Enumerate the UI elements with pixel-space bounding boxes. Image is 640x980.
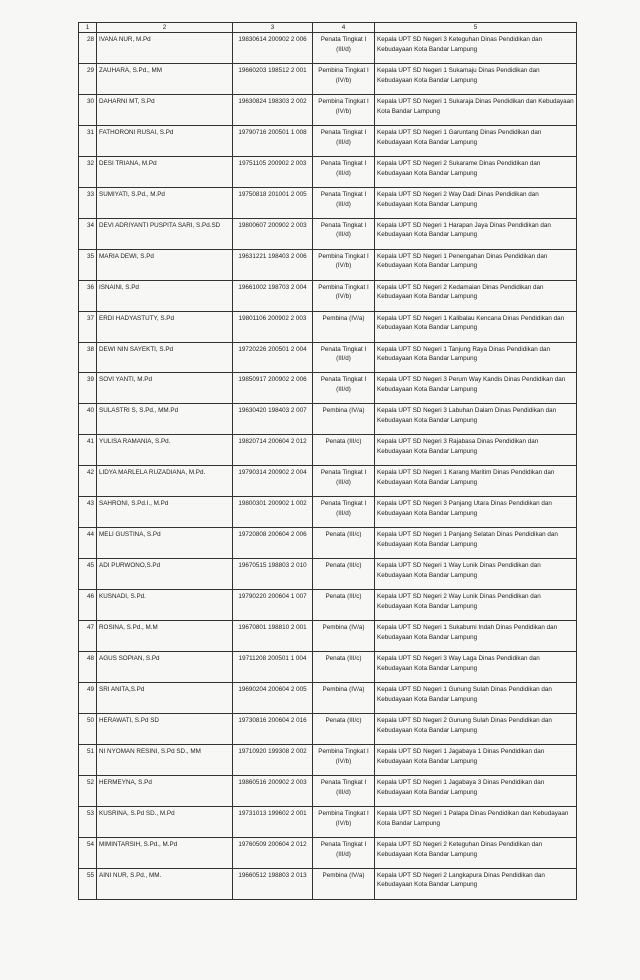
row-number: 40 [79, 404, 97, 435]
table-row [79, 559, 577, 590]
column-header: 2 [97, 23, 233, 33]
employee-name: DESI TRIANA, M.Pd [97, 156, 233, 187]
employee-position: Kepala UPT SD Negeri 2 Way Dadi Dinas Pendidikan dan Kebudayaan Kota Bandar Lampung [375, 187, 577, 218]
employee-rank: Penata Tingkat I (III/d) [313, 156, 375, 187]
row-number: 36 [79, 280, 97, 311]
table-row [79, 837, 577, 868]
employee-nip: 19800607 200902 2 003 [233, 218, 313, 249]
employee-name: FATHORONI RUSAI, S.Pd [97, 125, 233, 156]
table-row [79, 94, 577, 125]
employee-name: YULISA RAMANIA, S.Pd. [97, 435, 233, 466]
employee-position: Kepala UPT SD Negeri 1 Sukaraja Dinas Pendidikan dan Kebudayaan Kota Bandar Lampung [375, 94, 577, 125]
employee-rank: Penata (III/c) [313, 652, 375, 683]
employee-nip: 19660203 198512 2 001 [233, 63, 313, 94]
employee-name: NI NYOMAN RESINI, S.Pd SD., MM [97, 744, 233, 775]
table-row [79, 806, 577, 837]
employee-position: Kepala UPT SD Negeri 1 Gunung Sulah Dinas Pendidikan dan Kebudayaan Kota Bandar Lampung [375, 683, 577, 714]
table-row [79, 528, 577, 559]
column-header: 1 [79, 23, 97, 33]
table-row [79, 280, 577, 311]
employee-name: HERAWATI, S.Pd SD [97, 713, 233, 744]
employee-nip: 19690204 200604 2 005 [233, 683, 313, 714]
employee-rank: Penata (III/c) [313, 713, 375, 744]
table-row [79, 156, 577, 187]
table-row [79, 466, 577, 497]
employee-position: Kepala UPT SD Negeri 1 Jagabaya 3 Dinas Pendidikan dan Kebudayaan Kota Bandar Lampung [375, 775, 577, 806]
employee-nip: 19750818 201001 2 005 [233, 187, 313, 218]
employee-position: Kepala UPT SD Negeri 1 Penengahan Dinas Pendidikan dan Kebudayaan Kota Bandar Lampung [375, 249, 577, 280]
employee-nip: 19730816 200604 2 016 [233, 713, 313, 744]
employee-name: ADI PURWONO,S.Pd [97, 559, 233, 590]
employee-name: AGUS SOPIAN, S.Pd [97, 652, 233, 683]
employee-rank: Pembina Tingkat I (IV/b) [313, 249, 375, 280]
table-row [79, 775, 577, 806]
table-row [79, 249, 577, 280]
employee-position: Kepala UPT SD Negeri 2 Langkapura Dinas Pendidikan dan Kebudayaan Kota Bandar Lampung [375, 868, 577, 899]
table-row [79, 590, 577, 621]
employee-name: SUMIYATI, S.Pd., M.Pd [97, 187, 233, 218]
employee-nip: 19630824 198303 2 002 [233, 94, 313, 125]
row-number: 47 [79, 621, 97, 652]
column-header: 5 [375, 23, 577, 33]
employee-name: KUSNADI, S.Pd. [97, 590, 233, 621]
employee-position: Kepala UPT SD Negeri 1 Garuntang Dinas Pendidikan dan Kebudayaan Kota Bandar Lampung [375, 125, 577, 156]
table-row [79, 713, 577, 744]
row-number: 50 [79, 713, 97, 744]
employee-nip: 19631221 198403 2 006 [233, 249, 313, 280]
row-number: 49 [79, 683, 97, 714]
employee-position: Kepala UPT SD Negeri 3 Rajabasa Dinas Pendidikan dan Kebudayaan Kota Bandar Lampung [375, 435, 577, 466]
employee-name: MELI GUSTINA, S.Pd [97, 528, 233, 559]
employee-nip: 19630420 198403 2 007 [233, 404, 313, 435]
row-number: 37 [79, 311, 97, 342]
row-number: 34 [79, 218, 97, 249]
row-number: 43 [79, 497, 97, 528]
employee-position: Kepala UPT SD Negeri 1 Harapan Jaya Dinas Pendidikan dan Kebudayaan Kota Bandar Lampung [375, 218, 577, 249]
employee-position: Kepala UPT SD Negeri 2 Keteguhan Dinas Pendidikan dan Kebudayaan Kota Bandar Lampung [375, 837, 577, 868]
column-header: 3 [233, 23, 313, 33]
row-number: 38 [79, 342, 97, 373]
employee-rank: Penata Tingkat I (III/d) [313, 497, 375, 528]
employee-nip: 19820714 200604 2 012 [233, 435, 313, 466]
table-row [79, 342, 577, 373]
employee-rank: Penata Tingkat I (III/d) [313, 373, 375, 404]
employee-nip: 19731013 199602 2 001 [233, 806, 313, 837]
employee-position: Kepala UPT SD Negeri 2 Kedamaian Dinas Pendidikan dan Kebudayaan Kota Bandar Lampung [375, 280, 577, 311]
row-number: 32 [79, 156, 97, 187]
table-row [79, 63, 577, 94]
employee-nip: 19790220 200604 1 007 [233, 590, 313, 621]
table-row [79, 868, 577, 899]
row-number: 39 [79, 373, 97, 404]
row-number: 54 [79, 837, 97, 868]
employee-nip: 19660512 198803 2 013 [233, 868, 313, 899]
employee-nip: 19760509 200604 2 012 [233, 837, 313, 868]
employee-name: ISNAINI, S.Pd [97, 280, 233, 311]
employee-rank: Pembina Tingkat I (IV/b) [313, 806, 375, 837]
table-row [79, 435, 577, 466]
employee-position: Kepala UPT SD Negeri 2 Gunung Sulah Dinas Pendidikan dan Kebudayaan Kota Bandar Lampung [375, 713, 577, 744]
employee-position: Kepala UPT SD Negeri 2 Way Lunik Dinas Pendidikan dan Kebudayaan Kota Bandar Lampung [375, 590, 577, 621]
column-number-row [79, 23, 577, 33]
employee-rank: Penata Tingkat I (III/d) [313, 218, 375, 249]
row-number: 55 [79, 868, 97, 899]
employee-nip: 19830614 200902 2 006 [233, 33, 313, 64]
row-number: 44 [79, 528, 97, 559]
row-number: 42 [79, 466, 97, 497]
employee-position: Kepala UPT SD Negeri 3 Panjang Utara Dinas Pendidikan dan Kebudayaan Kota Bandar Lampung [375, 497, 577, 528]
employee-rank: Pembina (IV/a) [313, 404, 375, 435]
table-row [79, 683, 577, 714]
table-row [79, 621, 577, 652]
employee-name: SAHRONI, S.Pd.I., M.Pd [97, 497, 233, 528]
employee-nip: 19720226 200501 2 004 [233, 342, 313, 373]
row-number: 51 [79, 744, 97, 775]
employee-position: Kepala UPT SD Negeri 1 Way Lunik Dinas Pendidikan dan Kebudayaan Kota Bandar Lampung [375, 559, 577, 590]
employee-position: Kepala UPT SD Negeri 3 Labuhan Dalam Dinas Pendidikan dan Kebudayaan Kota Bandar Lampung [375, 404, 577, 435]
table-row [79, 125, 577, 156]
row-number: 41 [79, 435, 97, 466]
employee-rank: Pembina Tingkat I (IV/b) [313, 94, 375, 125]
employee-name: SULASTRI S, S.Pd., MM.Pd [97, 404, 233, 435]
row-number: 48 [79, 652, 97, 683]
table-row [79, 404, 577, 435]
employee-position: Kepala UPT SD Negeri 3 Way Laga Dinas Pendidikan dan Kebudayaan Kota Bandar Lampung [375, 652, 577, 683]
row-number: 33 [79, 187, 97, 218]
employee-nip: 19751105 200902 2 003 [233, 156, 313, 187]
employee-nip: 19661002 198703 2 004 [233, 280, 313, 311]
employee-nip: 19790314 200902 2 004 [233, 466, 313, 497]
employee-name: SRI ANITA,S.Pd [97, 683, 233, 714]
row-number: 52 [79, 775, 97, 806]
employee-name: HERMEYNA, S.Pd [97, 775, 233, 806]
employee-rank: Pembina Tingkat I (IV/b) [313, 744, 375, 775]
employee-position: Kepala UPT SD Negeri 1 Sukabumi Indah Dinas Pendidikan dan Kebudayaan Kota Bandar Lampung [375, 621, 577, 652]
employee-name: ROSINA, S.Pd., M.M [97, 621, 233, 652]
employee-rank: Penata Tingkat I (III/d) [313, 466, 375, 497]
employee-position: Kepala UPT SD Negeri 1 Panjang Selatan Dinas Pendidikan dan Kebudayaan Kota Bandar Lampung [375, 528, 577, 559]
employee-rank: Penata (III/c) [313, 590, 375, 621]
employee-name: ERDI HADYASTUTY, S.Pd [97, 311, 233, 342]
employee-position: Kepala UPT SD Negeri 3 Keteguhan Dinas Pendidikan dan Kebudayaan Kota Bandar Lampung [375, 33, 577, 64]
row-number: 53 [79, 806, 97, 837]
employee-rank: Pembina (IV/a) [313, 621, 375, 652]
employee-name: IVANA NUR, M.Pd [97, 33, 233, 64]
employee-rank: Penata (III/c) [313, 559, 375, 590]
table-row [79, 497, 577, 528]
employee-rank: Pembina Tingkat I (IV/b) [313, 63, 375, 94]
employee-nip: 19711208 200501 1 004 [233, 652, 313, 683]
employee-position: Kepala UPT SD Negeri 1 Palapa Dinas Pendidikan dan Kebudayaan Kota Bandar Lampung [375, 806, 577, 837]
employee-nip: 19720808 200604 2 006 [233, 528, 313, 559]
row-number: 29 [79, 63, 97, 94]
employee-nip: 19801106 200902 2 003 [233, 311, 313, 342]
table-row [79, 311, 577, 342]
employee-nip: 19800301 200902 1 002 [233, 497, 313, 528]
employee-nip: 19790716 200501 1 008 [233, 125, 313, 156]
employee-position: Kepala UPT SD Negeri 1 Sukamaju Dinas Pendidikan dan Kebudayaan Kota Bandar Lampung [375, 63, 577, 94]
column-header: 4 [313, 23, 375, 33]
employee-position: Kepala UPT SD Negeri 1 Tanjung Raya Dinas Pendidikan dan Kebudayaan Kota Bandar Lampung [375, 342, 577, 373]
employee-rank: Pembina Tingkat I (IV/b) [313, 280, 375, 311]
row-number: 31 [79, 125, 97, 156]
table-row [79, 373, 577, 404]
table-row [79, 744, 577, 775]
employee-name: SOVI YANTI, M.Pd [97, 373, 233, 404]
employee-name: LIDYA MARLELA RUZADIANA, M.Pd. [97, 466, 233, 497]
employee-rank: Penata Tingkat I (III/d) [313, 342, 375, 373]
employee-rank: Penata Tingkat I (III/d) [313, 775, 375, 806]
employee-name: DEWI NIN SAYEKTI, S.Pd [97, 342, 233, 373]
employee-name: AINI NUR, S.Pd., MM. [97, 868, 233, 899]
employee-name: DAHARNI MT, S.Pd [97, 94, 233, 125]
employee-nip: 19710920 199308 2 002 [233, 744, 313, 775]
table-row [79, 33, 577, 64]
employee-rank: Penata Tingkat I (III/d) [313, 125, 375, 156]
table-row [79, 187, 577, 218]
employee-name: MARIA DEWI, S.Pd [97, 249, 233, 280]
table-body [79, 33, 577, 900]
row-number: 45 [79, 559, 97, 590]
employee-nip: 19670515 198803 2 010 [233, 559, 313, 590]
employee-name: ZAUHARA, S.Pd., MM [97, 63, 233, 94]
employee-position: Kepala UPT SD Negeri 1 Karang Maritim Dinas Pendidikan dan Kebudayaan Kota Bandar Lampung [375, 466, 577, 497]
employee-position: Kepala UPT SD Negeri 1 Jagabaya 1 Dinas Pendidikan dan Kebudayaan Kota Bandar Lampung [375, 744, 577, 775]
employee-name: KUSRINA, S.Pd SD., M.Pd [97, 806, 233, 837]
employee-position: Kepala UPT SD Negeri 1 Kalibalau Kencana Dinas Pendidikan dan Kebudayaan Kota Bandar Lampung [375, 311, 577, 342]
employee-nip: 19850917 200902 2 006 [233, 373, 313, 404]
employee-rank: Penata Tingkat I (III/d) [313, 33, 375, 64]
employee-rank: Penata (III/c) [313, 435, 375, 466]
employee-rank: Pembina (IV/a) [313, 868, 375, 899]
employee-nip: 19670801 198810 2 001 [233, 621, 313, 652]
row-number: 46 [79, 590, 97, 621]
employee-rank: Penata Tingkat I (III/d) [313, 837, 375, 868]
table-row [79, 218, 577, 249]
employee-position: Kepala UPT SD Negeri 2 Sukarame Dinas Pendidikan dan Kebudayaan Kota Bandar Lampung [375, 156, 577, 187]
employee-rank: Pembina (IV/a) [313, 311, 375, 342]
employee-position: Kepala UPT SD Negeri 3 Perum Way Kandis Dinas Pendidikan dan Kebudayaan Kota Bandar Lampung [375, 373, 577, 404]
employee-nip: 19860516 200902 2 003 [233, 775, 313, 806]
employee-name: MIMINTARSIH, S.Pd., M.Pd [97, 837, 233, 868]
employee-rank: Penata Tingkat I (III/d) [313, 187, 375, 218]
row-number: 35 [79, 249, 97, 280]
table-row [79, 652, 577, 683]
row-number: 28 [79, 33, 97, 64]
row-number: 30 [79, 94, 97, 125]
employee-rank: Penata (III/c) [313, 528, 375, 559]
employee-name: DEVI ADRIYANTI PUSPITA SARI, S.Pd.SD [97, 218, 233, 249]
personnel-table [78, 22, 577, 900]
employee-rank: Pembina (IV/a) [313, 683, 375, 714]
